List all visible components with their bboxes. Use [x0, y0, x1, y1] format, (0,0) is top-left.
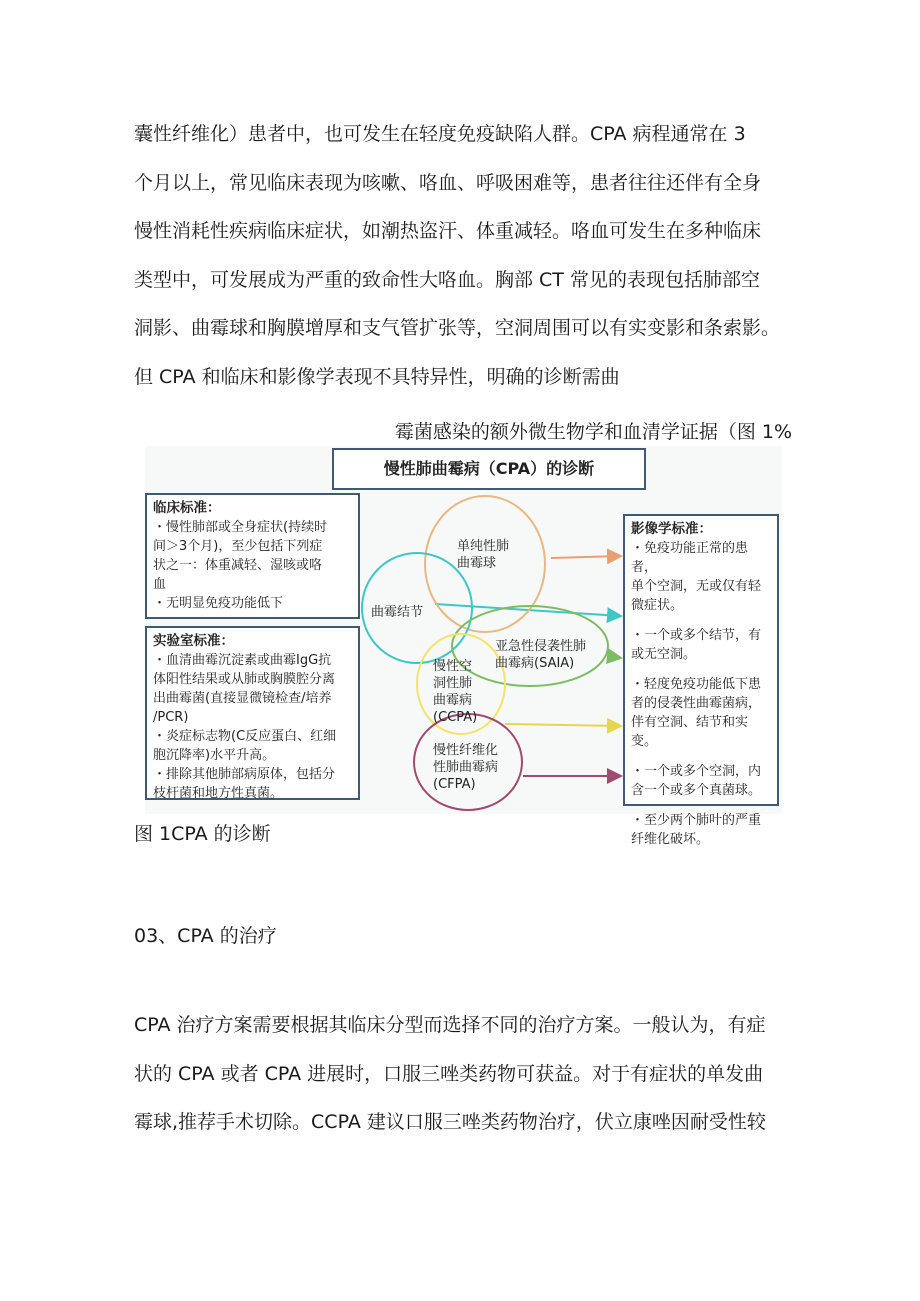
nodule-label: 曲霉结节 [371, 605, 424, 620]
figure-title: 慢性肺曲霉病（CPA）的诊断 [332, 448, 646, 490]
text-line: 霉球,推荐手术切除。CCPA 建议口服三唑类药物治疗，伏立康唑因耐受性较 [134, 1111, 766, 1133]
imaging-line: 者的侵袭性曲霉菌病， [631, 696, 762, 711]
imaging-criteria-box [623, 514, 779, 847]
arrow-ccpa [505, 724, 621, 726]
imaging-line: 微症状。 [631, 598, 684, 613]
imaging-line: ・至少两个肺叶的严重 [631, 813, 762, 828]
saia-label: 亚急性侵袭性肺 曲霉病(SAIA) [495, 639, 587, 671]
clinical-line: 状之一：体重减轻、湿咳或咯 [153, 558, 323, 573]
figure-caption: 图 1CPA 的诊断 [134, 823, 271, 845]
lab-line: /PCR) [153, 710, 189, 725]
intro-paragraph [134, 110, 796, 401]
text-line: 但 CPA 和临床和影像学表现不具特异性，明确的诊断需曲 [134, 365, 620, 388]
text-line: 囊性纤维化）患者中，也可发生在轻度免疫缺陷人群。CPA 病程通常在 3 [134, 123, 746, 145]
imaging-line: 单个空洞，无或仅有轻 [631, 579, 762, 594]
text-line: 洞影、曲霉球和胸膜增厚和支气管扩张等，空洞周围可以有实变影和条索影。 [134, 317, 781, 339]
lab-line: 体阳性结果或从肺或胸膜腔分离 [153, 672, 336, 687]
text-line: CPA 治疗方案需要根据其临床分型而选择不同的治疗方案。一般认为，有症 [134, 1014, 766, 1036]
clinical-line: ・慢性肺部或全身症状(持续时 [153, 520, 328, 535]
lab-line: 枝杆菌和地方性真菌。 [153, 786, 284, 801]
imaging-line: 含一个或多个真菌球。 [631, 783, 762, 798]
imaging-heading: 影像学标准： [631, 521, 712, 537]
lab-line: 胞沉降率)水平升高。 [153, 748, 276, 763]
clinical-line: 血 [153, 577, 167, 592]
imaging-line: 伴有空洞、结节和实变。 [631, 715, 749, 749]
arrow-simple [551, 556, 621, 558]
clinical-line: ・无明显免疫功能低下 [153, 596, 284, 611]
simple-aspergilloma-label: 单纯性肺 曲霉球 [457, 539, 510, 571]
text-line: 类型中，可发展成为严重的致命性大咯血。胸部 CT 常见的表现包括肺部空 [134, 268, 760, 291]
imaging-line: ・免疫功能正常的患者， [631, 541, 749, 575]
lab-heading: 实验室标准： [153, 633, 234, 649]
cfpa-label: 慢性纤维化 性肺曲霉病 (CFPA) [433, 743, 499, 792]
imaging-line: 纤维化破坏。 [631, 832, 710, 847]
clinical-line: 间＞3个月)，至少包括下列症 [153, 539, 323, 554]
clinical-criteria-box [145, 493, 360, 619]
text-line: 状的 CPA 或者 CPA 进展时，口服三唑类药物可获益。对于有症状的单发曲 [134, 1062, 764, 1085]
lab-line: ・炎症标志物(C反应蛋白、红细 [153, 729, 337, 744]
clinical-heading: 临床标准： [153, 500, 221, 516]
text-line: 慢性消耗性疾病临床症状，如潮热盗汗、体重减轻。咯血可发生在多种临床 [134, 220, 762, 242]
ccpa-label: 慢性空 洞性肺 曲霉病 (CCPA) [433, 659, 478, 725]
arrow-saia [607, 656, 621, 658]
figure-intro-text: 霉菌感染的额外微生物学和血清学证据（图 1% [394, 421, 792, 443]
imaging-line: ・轻度免疫功能低下患 [631, 677, 762, 692]
lab-line: ・血清曲霉沉淀素或曲霉IgG抗 [153, 653, 332, 668]
lab-criteria-box [145, 626, 360, 800]
text-line: 个月以上，常见临床表现为咳嗽、咯血、呼吸困难等，患者往往还伴有全身 [134, 171, 762, 194]
section-heading: 03、CPA 的治疗 [134, 925, 277, 947]
lab-line: 出曲霉菌(直接显微镜检查/培养 [153, 691, 332, 706]
lab-line: ・排除其他肺部病原体，包括分 [153, 767, 336, 782]
imaging-line: ・一个或多个结节，有 [631, 628, 762, 643]
imaging-line: ・一个或多个空洞，内 [631, 764, 762, 779]
imaging-line: 或无空洞。 [631, 647, 697, 662]
treatment-paragraph [134, 1001, 796, 1147]
